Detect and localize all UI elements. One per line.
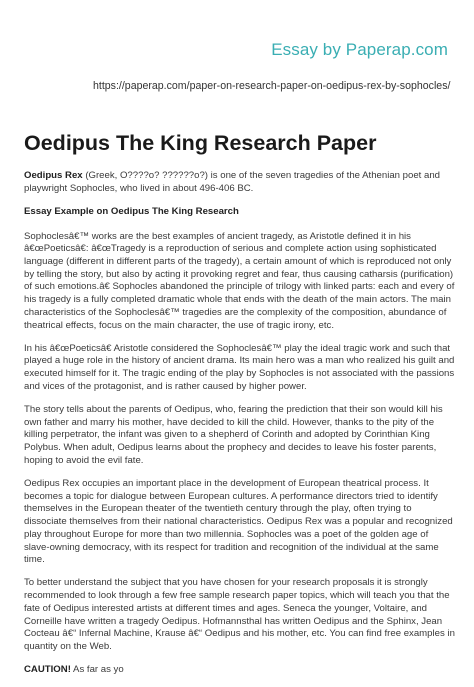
- body-paragraph: The story tells about the parents of Oedipus, who, fearing the prediction that their son would kill his own father and marry his mother, have decided to kill the child. However, thanks to the pity of the killing perpetrator, the infant was given to a shepherd of Corinth and adopted by Corinthian King Polybus. When adult, Oedipus learns about the prophecy and decides to leave his foster parents, hoping to avoid the evil fate.: [24, 404, 443, 466]
- caution-text: As far as yo: [70, 664, 124, 676]
- site-brand[interactable]: Essay by Paperap.com: [271, 40, 448, 59]
- body-paragraph: In his â€œPoeticsâ€ Aristotle considered the Sophoclesâ€™ play the ideal tragic work and such that played a huge role in the history of ancient drama. Its main hero was a man who realized his guilt and executed himself for it. The tragic ending of the play by Sophocles is not associated with the passions and vices of the protagonist, and is rather caused by higher power.: [24, 342, 455, 392]
- page-title: Oedipus The King Research Paper: [24, 131, 377, 155]
- body-paragraph: To better understand the subject that you have chosen for your research proposals it is strongly recommended to look through a few free sample research paper topics, which will teach you that the fate of Oedipus interested artists at different times and ages. Seneca the younger, Voltaire, and Corneille have written a tragedy Oedipus. Hofmannsthal has written Oedipus and the Sphinx, Jean Cocteau â€“ Infernal Machine, Krause â€“ Oedipus and his mother, etc. You can find free examples in quantity on the Web.: [24, 577, 455, 652]
- intro-lead: Oedipus Rex: [24, 170, 83, 181]
- caution-label: CAUTION!: [24, 664, 71, 676]
- body-paragraph: Sophoclesâ€™ works are the best examples of ancient tragedy, as Aristotle defined it in his â€œPoeticsâ€: â€œTragedy is a reproduction of serious and complete action using sophisticated language (different in different parts of the tragedy), a certain amount of which is reproduced not only by telling the story, but also by acting it provoking regret and fear, thus causing catharsis (purification) of such emotions.â€ Sophocles abandoned the principle of trilogy with linked parts: each and every of his tragedy is a fully completed dramatic whole that ends with the death of the main actors. The main characteristics of the Sophoclesâ€™ tragedies are the complexity of the composition, abundance of theatrical effects, focus on the main character, the use of tragic irony, etc.: [24, 230, 455, 331]
- essay-subheading: Essay Example on Oedipus The King Research: [24, 205, 239, 217]
- caution-paragraph: [24, 664, 456, 677]
- intro-text: (Greek, O????o? ??????o?) is one of the seven tragedies of the Athenian poet and playwright Sophocles, who lived in about 496-406 BC.: [24, 170, 441, 194]
- source-url[interactable]: https://paperap.com/paper-on-research-paper-on-oedipus-rex-by-sophocles/: [93, 80, 451, 92]
- article-body: [24, 170, 456, 687]
- body-paragraph: Oedipus Rex occupies an important place in the development of European theatrical process. It becomes a topic for dialogue between European cultures. A performance directors tried to identify themselves in the European theater of the twentieth century through the play, often trying to dissociate themselves from their national characteristics. Oedipus Rex was a popular and recognized play throughout Europe for more than two millennia. Sophocles was a poet of the golden age of slave-owning democracy, with its respect for tradition and recognition of the individual at the same time.: [24, 478, 453, 566]
- intro-paragraph: [24, 170, 456, 195]
